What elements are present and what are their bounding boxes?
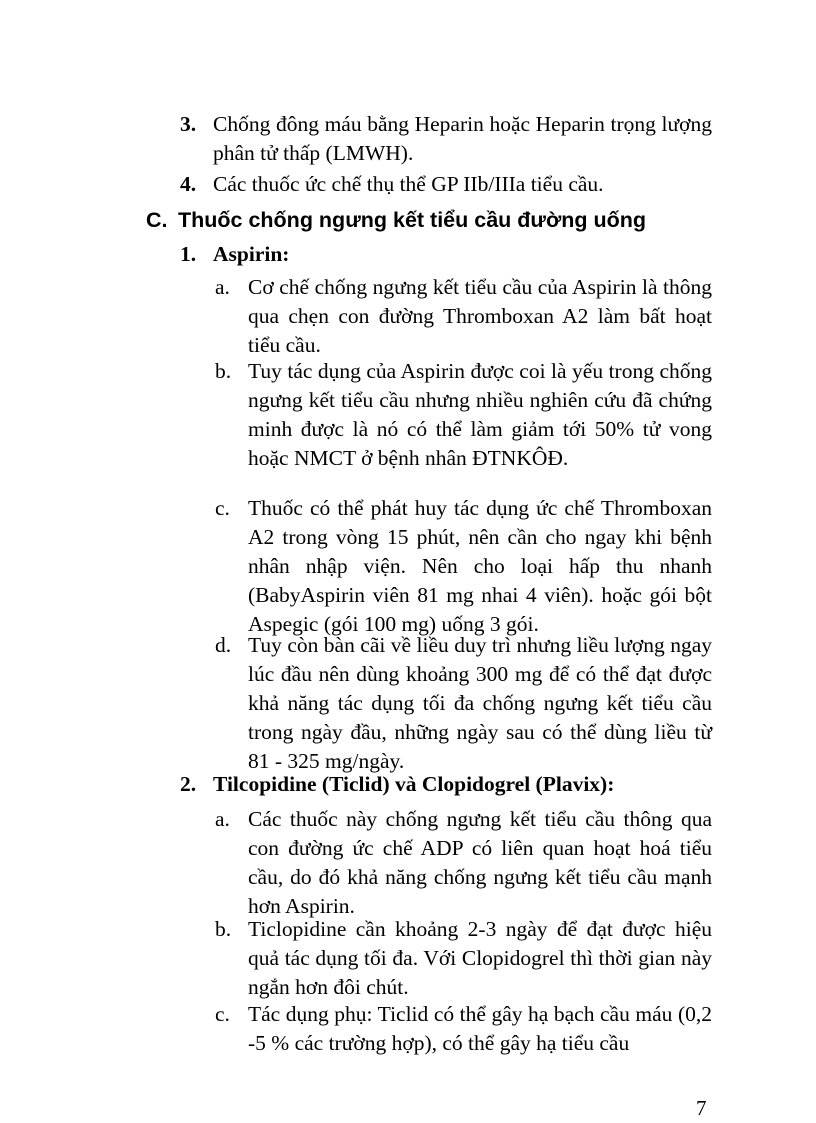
- list-item-text: Chống đông máu bằng Heparin hoặc Heparin trọng lượng phân tử thấp (LMWH).: [213, 112, 712, 165]
- item-letter: b.: [215, 359, 232, 383]
- aspirin-item-b: [215, 357, 712, 473]
- subsection-number: 2.: [180, 772, 197, 796]
- list-item-text: Các thuốc ức chế thụ thể GP IIb/IIIa tiểu cầu.: [213, 172, 604, 196]
- item-text: Các thuốc này chống ngưng kết tiểu cầu thông qua con đường ức chế ADP có liên quan hoạt hoá tiểu cầu, do đó khả năng chống ngưng kết tiểu cầu mạnh hơn Aspirin.: [248, 807, 712, 918]
- subsection-ticlid: [180, 770, 712, 799]
- item-text: Tuy còn bàn cãi về liều duy trì nhưng liều lượng ngay lúc đầu nên dùng khoảng 300 mg để có thể đạt được khả năng tác dụng tối đa chống ngưng kết tiểu cầu trong ngày đầu, những ngày sau có thể dùng liều từ 81 - 325 mg/ngày.: [248, 633, 712, 773]
- page-number: 7: [696, 1096, 707, 1120]
- section-letter: C.: [146, 208, 168, 232]
- list-item-4: [180, 170, 712, 199]
- item-text: Tác dụng phụ: Ticlid có thể gây hạ bạch cầu máu (0,2 -5 % các trường hợp), có thể gây hạ tiểu cầu: [248, 1002, 712, 1055]
- subsection-title: Aspirin:: [213, 242, 290, 266]
- item-letter: a.: [215, 275, 230, 299]
- item-letter: c.: [215, 496, 230, 520]
- list-number: 4.: [180, 172, 197, 196]
- item-letter: a.: [215, 807, 230, 831]
- aspirin-item-d: [215, 631, 712, 776]
- aspirin-item-c: [215, 494, 712, 639]
- section-heading: [146, 206, 646, 235]
- item-letter: c.: [215, 1002, 230, 1026]
- item-text: Tuy tác dụng của Aspirin được coi là yếu trong chống ngưng kết tiểu cầu nhưng nhiều nghiên cứu đã chứng minh được là nó có thể làm giảm tới 50% tử vong hoặc NMCT ở bệnh nhân ĐTNKÔĐ.: [248, 359, 712, 470]
- item-letter: b.: [215, 917, 232, 941]
- ticlid-item-b: [215, 915, 712, 1002]
- ticlid-item-a: [215, 805, 712, 921]
- item-text: Cơ chế chống ngưng kết tiểu cầu của Aspirin là thông qua chẹn con đường Thromboxan A2 làm bất hoạt tiểu cầu.: [248, 275, 712, 357]
- list-number: 3.: [180, 112, 197, 136]
- item-text: Thuốc có thể phát huy tác dụng ức chế Thromboxan A2 trong vòng 15 phút, nên cần cho ngay khi bệnh nhân nhập viện. Nên cho loại hấp thu nhanh (BabyAspirin viên 81 mg nhai 4 viên). hoặc gói bột Aspegic (gói 100 mg) uống 3 gói.: [248, 496, 712, 636]
- list-item-3: [180, 110, 712, 168]
- item-letter: d.: [215, 633, 232, 657]
- subsection-aspirin: [180, 240, 712, 269]
- section-title: Thuốc chống ngưng kết tiểu cầu đường uống: [178, 208, 647, 232]
- aspirin-item-a: [215, 273, 712, 360]
- item-text: Ticlopidine cần khoảng 2-3 ngày để đạt được hiệu quả tác dụng tối đa. Với Clopidogrel thì thời gian này ngắn hơn đôi chút.: [248, 917, 712, 999]
- ticlid-item-c: [215, 1000, 712, 1058]
- subsection-number: 1.: [180, 242, 197, 266]
- subsection-title: Tilcopidine (Ticlid) và Clopidogrel (Plavix):: [213, 772, 615, 796]
